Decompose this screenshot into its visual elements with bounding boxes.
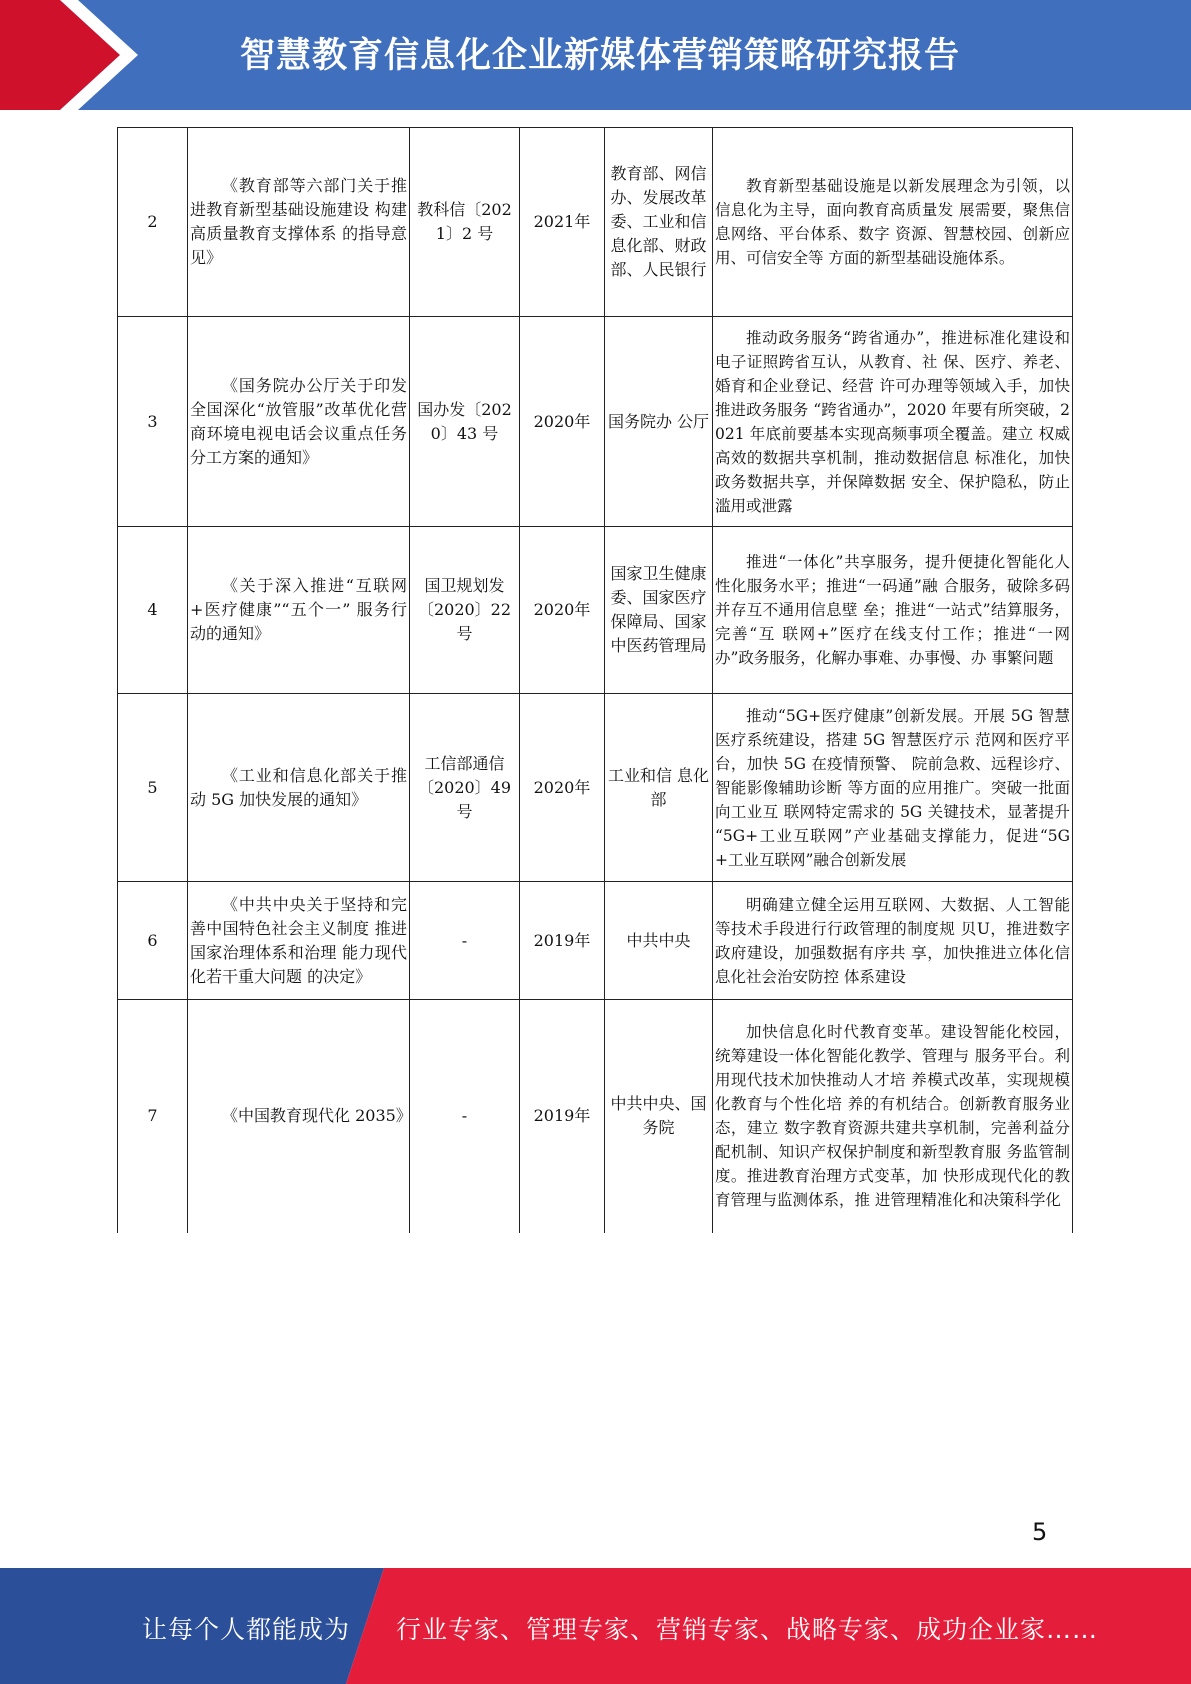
header-arrow-decoration [0,0,150,110]
table-row [118,527,1073,694]
row-number: 3 [118,317,188,527]
issuing-department: 国家卫生健康委、国家医疗保障局、国家中医药管理局 [605,527,713,694]
policy-title: 《中共中央关于坚持和完 善中国特色社会主义制度 推进国家治理体系和治理 能力现代化若干重大问题 的决定》 [188,882,410,1000]
issue-year: 2020年 [520,527,605,694]
table-row [118,694,1073,882]
report-title: 智慧教育信息化企业新媒体营销策略研究报告 [240,36,961,76]
row-number: 4 [118,527,188,694]
footer-slogan-right: 行业专家、管理专家、营销专家、战略专家、成功企业家…… [396,1615,1099,1644]
row-number: 7 [118,1000,188,1233]
policy-content: 推进“一体化”共享服务，提升便捷化智能化人性化服务水平；推进“一码通”融 合服务，破除多码并存互不通用信息壁 垒；推进“一站式”结算服务，完善“互 联网+”医疗在线支付工作；推进“一网 办”政务服务，化解办事难、办事慢、办 事繁问题 [713,527,1073,694]
issue-year: 2021年 [520,128,605,317]
page-footer [0,1568,1191,1684]
document-number: - [410,1000,520,1233]
page-number: 5 [1032,1518,1048,1546]
row-number: 6 [118,882,188,1000]
policy-content: 教育新型基础设施是以新发展理念为引领，以信息化为主导，面向教育高质量发 展需要，聚焦信息网络、平台体系、数字 资源、智慧校园、创新应用、可信安全等 方面的新型基础设施体系。 [713,128,1073,317]
table-row [118,882,1073,1000]
document-number: 教科信〔2021〕2 号 [410,128,520,317]
policy-title: 《关于深入推进“互联网 +医疗健康”“五个一” 服务行动的通知》 [188,527,410,694]
document-number: 国办发〔2020〕43 号 [410,317,520,527]
policy-title: 《国务院办公厅关于印发 全国深化“放管服”改革优化营商环境电视电话会议重点任务分工方案的通知》 [188,317,410,527]
report-header [0,0,1191,110]
issuing-department: 中共中央、国务院 [605,1000,713,1233]
policy-table [117,127,1073,1233]
footer-slogan-left: 让每个人都能成为 [142,1615,351,1644]
policy-content: 推动政务服务“跨省通办”，推进标准化建设和电子证照跨省互认，从教育、社 保、医疗、养老、婚育和企业登记、经营 许可办理等领域入手，加快推进政务服务 “跨省通办”，2020 年要有所突破，2021 年底前要基本实现高频事项全覆盖。建立 权威高效的数据共享机制，推动数据信息 标准化，加快政务数据共享，并保障数据 安全、保护隐私，防止滥用或泄露 [713,317,1073,527]
table-row [118,1000,1073,1233]
policy-title: 《教育部等六部门关于推 进教育新型基础设施建设 构建高质量教育支撑体系 的指导意见》 [188,128,410,317]
issue-year: 2020年 [520,694,605,882]
issue-year: 2020年 [520,317,605,527]
policy-title: 《中国教育现代化 2035》 [188,1000,410,1233]
policy-content: 明确建立健全运用互联网、大数据、人工智能等技术手段进行行政管理的制度规 贝U，推进数字政府建设，加强数据有序共 享，加快推进立体化信息化社会治安防控 体系建设 [713,882,1073,1000]
issuing-department: 中共中央 [605,882,713,1000]
policy-content: 推动“5G+医疗健康”创新发展。开展 5G 智慧医疗系统建设，搭建 5G 智慧医疗示 范网和医疗平台，加快 5G 在疫情预警、 院前急救、远程诊疗、智能影像辅助诊断 等方面的应用推广。突破一批面向工业互 联网特定需求的 5G 关键技术，显著提升 “5G+工业互联网”产业基础支撑能力，促进“5G+工业互联网”融合创新发展 [713,694,1073,882]
issuing-department: 教育部、网信办、发展改革委、工业和信息化部、财政部、人民银行 [605,128,713,317]
row-number: 5 [118,694,188,882]
issuing-department: 国务院办 公厅 [605,317,713,527]
issue-year: 2019年 [520,1000,605,1233]
table-row [118,317,1073,527]
row-number: 2 [118,128,188,317]
issue-year: 2019年 [520,882,605,1000]
table-row [118,128,1073,317]
policy-content: 加快信息化时代教育变革。建设智能化校园，统筹建设一体化智能化教学、管理与 服务平台。利用现代技术加快推动人才培 养模式改革，实现规模化教育与个性化培 养的有机结合。创新教育服务业态，建立 数字教育资源共建共享机制，完善利益分 配机制、知识产权保护制度和新型教育服 务监管制度。推进教育治理方式变革，加 快形成现代化的教育管理与监测体系，推 进管理精准化和决策科学化 [713,1000,1073,1233]
document-number: 国卫规划发〔2020〕22 号 [410,527,520,694]
issuing-department: 工业和信 息化部 [605,694,713,882]
document-number: - [410,882,520,1000]
document-number: 工信部通信〔2020〕49 号 [410,694,520,882]
policy-title: 《工业和信息化部关于推动 5G 加快发展的通知》 [188,694,410,882]
